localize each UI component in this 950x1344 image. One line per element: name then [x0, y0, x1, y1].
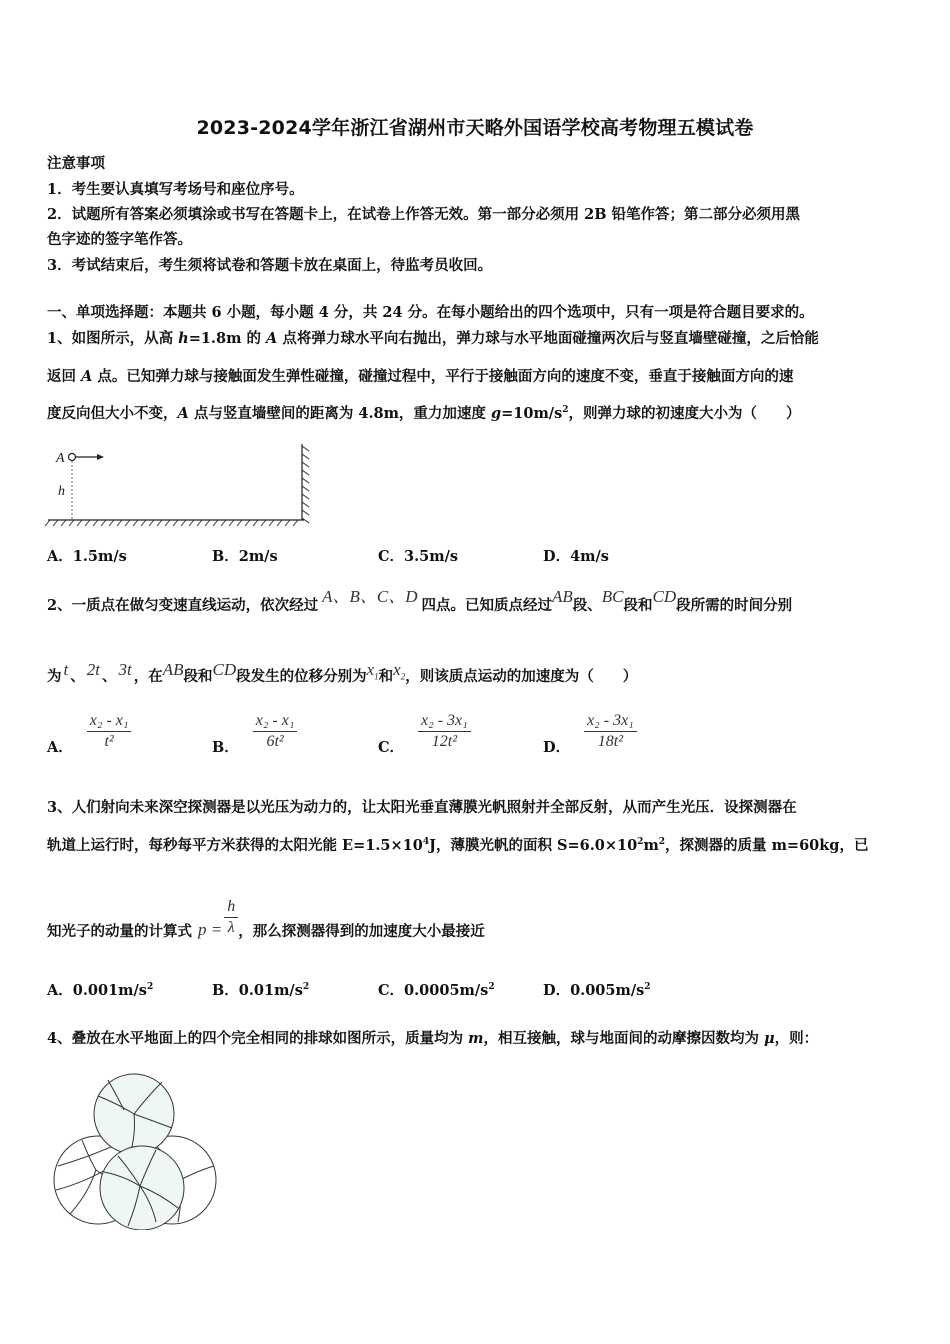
q1-option-b: B．2m/s — [212, 548, 278, 565]
q3-option-b: B．$0.01m/s^2$ — [212, 982, 310, 999]
notes-heading: 注意事项 — [47, 155, 105, 172]
section-heading: 一、单项选择题：本题共 6 小题，每小题 4 分，共 24 分。在每小题给出的四个选项中，只有一项是符合题目要求的。 — [47, 304, 814, 321]
point-a-label: A — [56, 451, 65, 466]
q3-option-a: A．$0.001m/s^2$ — [47, 982, 154, 999]
q3-line2: 轨道上运行时，每秒每平方米获得的太阳光能 $E=1.5\times 10^4J$，薄膜光帆的面积 $S=6.0\times 10^2m^2$，探测器的质量 m=60kg，已 — [47, 837, 869, 854]
volleyball-front-icon — [100, 1146, 184, 1230]
note-item: 2．试题所有答案必须填涂或书写在答题卡上，在试卷上作答无效。第一部分必须用 2B 铅笔作答；第二部分必须用黑 — [47, 206, 801, 223]
q2-option-a: A． $\frac{\text{x₂ - x₁}}{\text{t²}}$ — [47, 712, 131, 757]
q3-line1: 3、人们射向未来深空探测器是以光压为动力的，让太阳光垂直薄膜光帆照射并全部反射，从而产生光压．设探测器在 — [47, 799, 797, 816]
q3-option-c: C．$0.0005m/s^2$ — [378, 982, 495, 999]
q2-option-b: B． $\frac{\text{x₂ - x₁}}{\text{6t²}}$ — [212, 712, 297, 757]
ground-hatch — [45, 520, 298, 526]
volleyball-diagram — [52, 1070, 220, 1230]
q1-diagram — [44, 440, 314, 530]
q1-option-d: D．4m/s — [543, 548, 609, 565]
q3-line3: 知光子的动量的计算式 p = $\frac{h}{\lambda}$ ，那么探测器得到的加速度大小最接近 — [47, 898, 485, 940]
q2-option-d: D． $\frac{\text{x₂ - 3x₁}}{\text{18t²}}$ — [543, 712, 637, 757]
note-item: 3．考试结束后，考生须将试卷和答题卡放在桌面上，待监考员收回。 — [47, 257, 493, 274]
page-title: 2023-2024学年浙江省湖州市天略外国语学校高考物理五模试卷 — [196, 117, 754, 139]
q1-option-c: C．3.5m/s — [378, 548, 459, 565]
q1-option-a: A．1.5m/s — [47, 548, 127, 565]
q3-option-d: D．$0.005m/s^2$ — [543, 982, 651, 999]
note-item: 1．考生要认真填写考场号和座位序号。 — [47, 181, 304, 198]
wall-hatch — [302, 446, 309, 523]
height-label: h — [58, 484, 65, 499]
q2-line2: 为 t 、 2t 、 3t ，在AB段和CD段发生的位移分别为$x_1$和$x_2$，则该质点运动的加速度为（ ） — [47, 660, 638, 685]
volleyball-top-icon — [94, 1074, 174, 1154]
note-item: 色字迹的签字笔作答。 — [47, 231, 192, 248]
q1-line1: 1、如图所示，从高 h=1.8m 的 A 点将弹力球水平向右抛出，弹力球与水平地面碰撞两次后与竖直墙壁碰撞，之后恰能 — [47, 330, 819, 347]
q1-line2: 返回 A 点。已知弹力球与接触面发生弹性碰撞，碰撞过程中，平行于接触面方向的速度不变，垂直于接触面方向的速 — [47, 368, 794, 385]
q4-line1: 4、叠放在水平地面上的四个完全相同的排球如图所示，质量均为 m，相互接触，球与地面间的动摩擦因数均为 μ，则： — [47, 1030, 819, 1047]
arrow-head-icon — [97, 454, 104, 460]
q2-line1: 2、一质点在做匀变速直线运动，依次经过 A、B、C、D 四点。已知质点经过AB段、BC段和CD段所需的时间分别 — [47, 587, 793, 614]
q1-line3: 度反向但大小不变，A 点与竖直墙壁间的距离为 4.8m，重力加速度 $g=10m/s^2$，则弹力球的初速度大小为（ ） — [47, 405, 801, 422]
ball-icon — [69, 454, 76, 461]
q2-option-c: C． $\frac{\text{x₂ - 3x₁}}{\text{12t²}}$ — [378, 712, 471, 757]
